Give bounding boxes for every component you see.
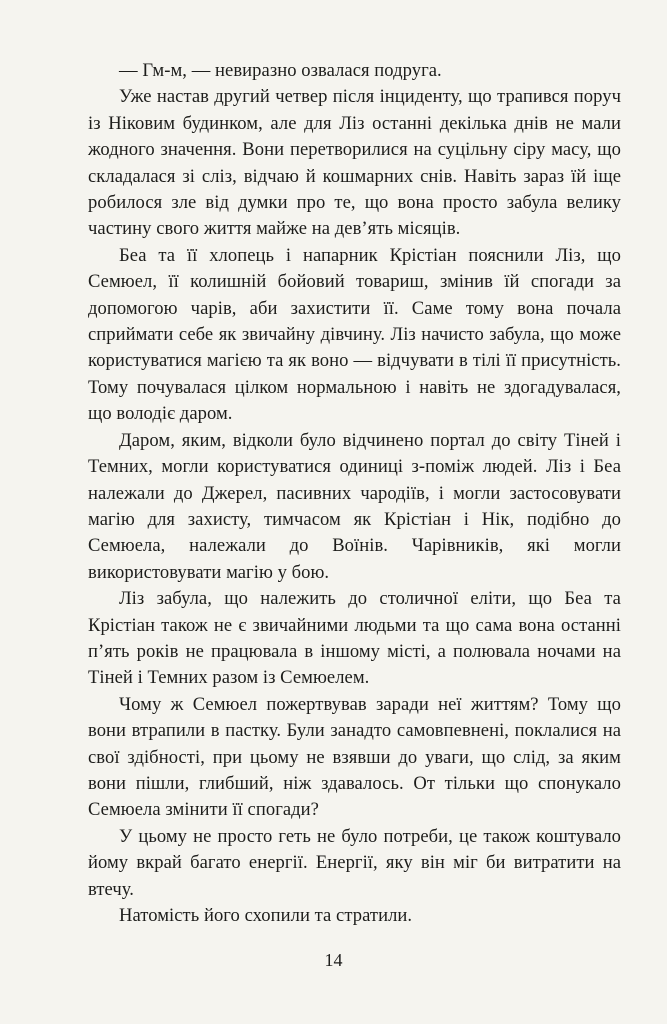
book-page-text (88, 58, 621, 929)
paragraph-2: Уже настав другий четвер після інциденту, що трапився поруч із Ніковим будинком, але для Ліз останні декілька днів не мали жодного значення. Вони перетворилися на суцільну сіру масу, що складалася зі сліз, відчаю й кошмарних снів. Навіть зараз їй іще робилося зле від думки про те, що вона просто забула велику частину свого життя майже на дев’ять місяців. (88, 86, 621, 240)
paragraph-6: Чому ж Семюел пожертвував заради неї життям? Тому що вони втрапили в пастку. Були занадто самовпевнені, поклалися на свої здібності, при цьому не взявши до уваги, що слід, за яким вони пішли, глибший, ніж здавалось. От тільки що спонукало Семюела змінити її спогади? (88, 693, 621, 821)
paragraph-4: Даром, яким, відколи було відчинено портал до світу Тіней і Темних, могли користуватися одиниці з-поміж людей. Ліз і Беа належали до Джерел, пасивних чародіїв, і могли застосовувати магію для захисту, тимчасом як Крістіан і Нік, подібно до Семюела, належали до Воїнів. Чарівників, які могли використовувати магію у бою. (88, 429, 621, 583)
paragraph-7: У цьому не просто геть не було потреби, це також коштувало йому вкрай багато енергії. Енергії, яку він міг би витратити на втечу. (88, 825, 621, 900)
page-number: 14 (324, 950, 343, 970)
paragraph-1: — Гм-м, — невиразно озвалася подруга. (119, 60, 442, 81)
paragraph-8: Натомість його схопили та стратили. (119, 905, 413, 926)
paragraph-3: Беа та її хлопець і напарник Крістіан пояснили Ліз, що Семюел, її колишній бойовий товариш, змінив їй спогади за допомогою чарів, аби захистити її. Саме тому вона почала сприймати себе як звичайну дівчину. Ліз начисто забула, що може користуватися магією та як воно — відчувати в тілі її присутність. Тому почувалася цілком нормальною і навіть не здогадувалася, що володіє даром. (88, 244, 621, 425)
paragraph-5: Ліз забула, що належить до столичної еліти, що Беа та Крістіан також не є звичайними людьми та що сама вона останні п’ять років не працювала в іншому місті, а полювала ночами на Тіней і Темних разом із Семюелем. (88, 588, 621, 689)
